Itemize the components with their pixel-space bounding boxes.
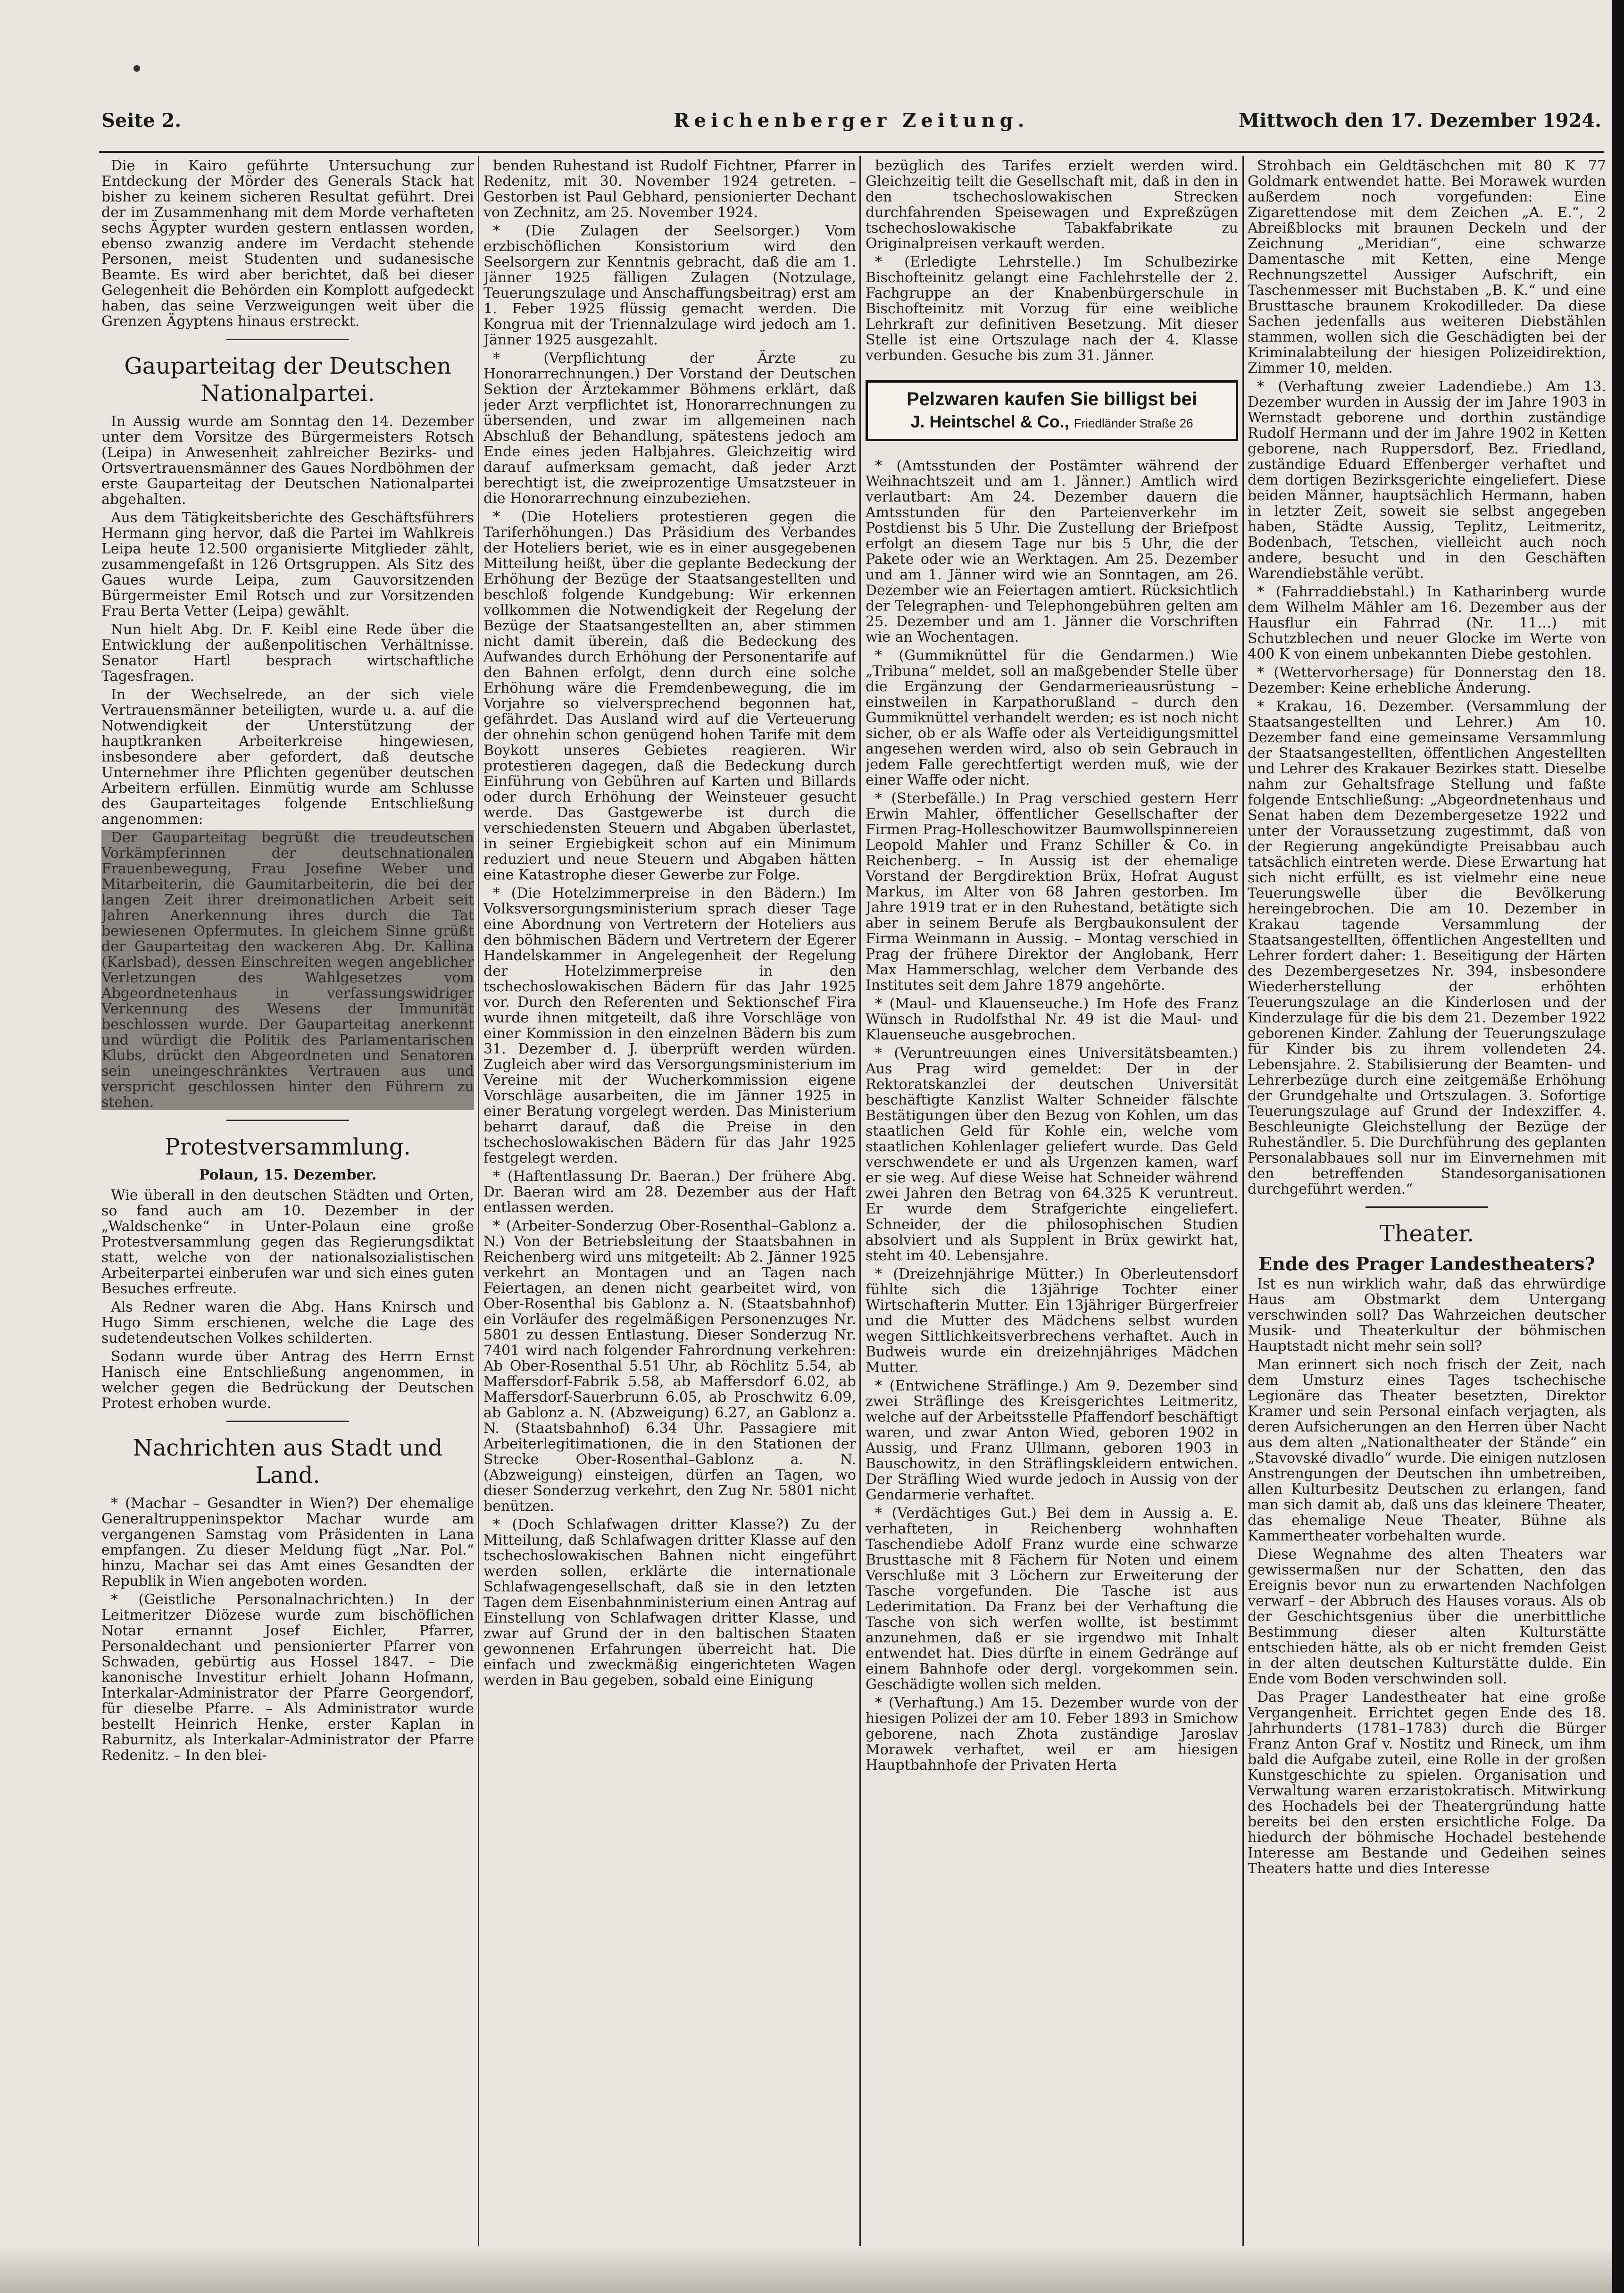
column-divider <box>478 156 479 2269</box>
subheadline-landestheater: Ende des Prager Landestheaters? <box>1258 1253 1595 1274</box>
article-text: Aus dem Tätigkeitsberichte des Geschäftsführers Hermann ging hervor, daß die Partei im Wahlkreis Leipa heute 12.500 organisierte Mitglieder zählt, zusammengefaßt in 126 Ortsgruppen. Als Sitz des Gaues wurde Leipa, zum Gauvorsitzenden Bürgermeister Emil Rotsch und zur Vorsitzenden Frau Berta Vetter (Leipa) gewählt. <box>101 510 474 619</box>
news-item: * (Die Zulagen der Seelsorger.) Vom erzbischöflichen Konsistorium wird den Seelsorgern zur Kenntnis gebracht, daß die am 1. Jänner 1925 fälligen Zulagen (Notzulage, Teuerungszulage und Anschaffungsbeitrag) erst am 1. Feber 1925 flüssig gemacht werden. Die Kongrua mit der Triennalzulage wird jedoch am 1. Jänner 1925 ausgezahlt. <box>483 223 856 348</box>
article-text: Das Prager Landestheater hat eine große Vergangenheit. Errichtet gegen Ende des 18. Jahrhunderts (1781–1783) durch die Bürger Franz Anton Graf v. Nostitz und Rineck, um ihm bald die Aufgabe zuteil, eine Rolle in der großen Kunstgeschichte zu spielen. Organisation und Verwaltung waren erzaristokratisch. Mitwirkung des Hochadels bei der Theatergründung hatte bereits bei den ersten ersichtliche Folge. Da hiedurch der böhmische Hochadel bestehende Interesse am Bestande und Gedeihen seines Theaters hatte und dies Interesse <box>1248 1689 1606 1877</box>
news-item: * (Die Hotelzimmerpreise in den Bädern.) Im Volksversorgungsministerium sprach dieser Tage eine Abordnung von Vertretern der Hoteliers aus den böhmischen Bädern und Vertretern der Egerer Handelskammer in Angelegenheit der Regelung der Hotelzimmerpreise in den tschechoslowakischen Bädern für das Jahr 1925 vor. Durch den Referenten und Sektionschef Fira wurde ihnen mitgeteilt, daß ihre Vorschläge von einer Kommission in den einzelnen Bädern bis zum 31. Dezember d. J. überprüft werden würden. Zugleich aber wird das Versorgungsministerium im Vereine mit der Wucherkommission eigene Vorschläge ausarbeiten, die im Jänner 1925 in einer Beratung vorgelegt werden. Das Ministerium beharrt darauf, daß die Preise in den tschechoslowakischen Bädern für das Jahr 1925 festgelegt werden. <box>483 885 856 1166</box>
ad-headline: Pelzwaren kaufen Sie billigst bei <box>907 389 1197 410</box>
article-text: In Aussig wurde am Sonntag den 14. Dezember unter dem Vorsitze des Bürgermeisters Rotsch (Leipa) in Anwesenheit zahlreicher Bezirks- und Ortsvertrauensmänner des Gaues Nordböhmen der erste Gauparteitag der Deutschen Nationalpartei abgehalten. <box>101 413 474 508</box>
section-rule <box>226 1120 349 1121</box>
article-text: Ist es nun wirklich wahr, daß das ehrwürdige Haus am Obstmarkt dem Untergang verschwinden soll? Das Wahrzeichen deutscher Musik- und Theaterkultur der böhmischen Hauptstadt nicht mehr sein soll? <box>1248 1276 1606 1355</box>
header-rule <box>99 151 1604 153</box>
news-item: * Krakau, 16. Dezember. (Versammlung der Staatsangestellten und Lehrer.) Am 10. Dezember fand eine gemeinsame Versammlung der Staatsangestellten, öffentlichen Angestellten und Lehrer des Krakauer Bezirkes statt. Dieselbe nahm zur Gehaltsfrage Stellung und faßte folgende Entschließung: „Abgeordnetenhaus und Senat haben dem Dezembergesetze 1922 und unter der Voraussetzung zugestimmt, daß von der Regierung angekündigte Preisabbau auch tatsächlich eintreten werde. Diese Erwartung hat sich nicht erfüllt, es ist vielmehr eine neue Teuerungswelle über die Bevölkerung hereingebrochen. Die am 10. Dezember in Krakau tagende Versammlung der Staatsangestellten, öffentlichen Angestellten und Lehrer fordert daher: 1. Beseitigung der Härten des Dezembergesetzes Nr. 394, insbesondere Wiederherstellung der erhöhten Teuerungszulage an die Kinderlosen und der Kinderzulage für die bis dem 21. Dezember 1922 geborenen Kinder. Zahlung der Teuerungszulage für Kinder bis zu ihrem vollendeten 24. Lebensjahre. 2. Stabilisierung der Beamten- und Lehrerbezüge durch eine zeitgemäße Erhöhung der Grundgehalte und Ortszulagen. 3. Sofortige Teuerungszulage auf Grund der Indexziffer. 4. Beschleunigte Gleichstellung der Bezüge der Ruheständler. 5. Die Durchführung des geplanten Personalabbaues soll nur im Einvernehmen mit den betreffenden Standesorganisationen durchgeführt werden.“ <box>1248 698 1606 1197</box>
news-item: Strohbach ein Geldtäschchen mit 80 K 77 Goldmark entwendet hatte. Bei Morawek wurden außerdem noch vorgefunden: Eine Zigarettendose mit dem Zeichen „A. E.“, 2 Abreißblocks mit braunen Deckeln und der Zeichnung „Meridian“, eine schwarze Damentasche mit Ketten, eine Menge Rechnungszettel Aussiger Aufschrift, ein Taschenmesser mit Buchstaben „B. K.“ und eine Brusttasche braunem Krokodilleder. Da diese Sachen jedenfalls aus weiteren Diebstählen stammen, wollen sich die Geschädigten bei der Kriminalabteilung der hiesigen Polizeidirektion, Zimmer 10, melden. <box>1248 158 1606 377</box>
ad-company <box>874 411 1229 434</box>
smudged-resolution-text: Der Gauparteitag begrüßt die treudeutschen Vorkämpferinnen der deutschnationalen Frauenbewegung, Frau Josefine Weber und Mitarbeiterin, die Gaumitarbeiterin, die bei der langen Zeit ihrer dreimonatlichen Arbeit seit Jahren Anerkennung ihres durch die Tat bewiesenen Opfermutes. In gleichem Sinne grüßt der Gauparteitag den wackeren Abg. Dr. Kallina (Karlsbad), dessen Einschreiten wegen angeblicher Verletzungen des Wahlgesetzes vom Abgeordnetenhaus in verfassungswidriger Verkennung des Wesens der Immunität beschlossen wurde. Der Gauparteitag anerkennt und würdigt die Politik des Parlamentarischen Klubs, drückt den Abgeordneten und Senatoren sein uneingeschränktes Vertrauen aus und verspricht geschlossen hinter den Führern zu stehen. <box>101 829 474 1111</box>
column-1 <box>101 158 474 2272</box>
news-item: * (Gummiknüttel für die Gendarmen.) Wie „Tribuna“ meldet, soll an maßgebender Stelle über die Ergänzung der Gendarmerieausrüstung – einstweilen in Karpathorußland – durch den Gummiknüttel verhandelt werden; es ist noch nicht sicher, ob er als Waffe oder als Verteidigungsmittel angesehen werden wird, also ob sein Gebrauch in jedem Falle gerechtfertigt werden muß, wie der einer Waffe oder nicht. <box>866 647 1238 788</box>
article-text: In der Wechselrede, an der sich viele Vertrauensmänner beteiligten, wurde u. a. auf die Notwendigkeit der Unterstützung der hauptkranken Arbeiterkreise hingewiesen, insbesondere aber gefordert, daß deutsche Unternehmer ihre Pflichten gegenüber deutschen Arbeitern erfüllen. Einmütig wurde am Schlusse des Gauparteitages folgende Entschließung angenommen: <box>101 686 474 828</box>
news-item: * (Geistliche Personalnachrichten.) In der Leitmeritzer Diözese wurde zum bischöflichen Notar ernannt Josef Eichler, Pfarrer, Personaldechant und pensionierter Pfarrer von Schwaden, gebürtig aus Hossel 1847. – Die kanonische Investitur erhielt Johann Hofmann, Interkalar-Administrator der Pfarre Georgendorf, für dieselbe Pfarre. – Als Administrator wurde bestellt Heinrich Henke, erster Kaplan in Raburnitz, als Interkalar-Administrator der Pfarre Redenitz. – In den blei- <box>101 1591 474 1764</box>
news-item: * (Maul- und Klauenseuche.) Im Hofe des Franz Wünsch in Rudolfsthal Nr. 49 ist die Maul- und Klauenseuche ausgebrochen. <box>866 996 1238 1043</box>
news-item: * (Sterbefälle.) In Prag verschied gestern Herr Erwin Mahler, öffentlicher Gesellschafter der Firmen Prag-Holleschowitzer Baumwollspinnereien Leopold Mahler und Franz Schiller & Co. in Reichenberg. – In Aussig ist der ehemalige Vorstand der Bergdirektion Brüx, Hofrat August Markus, im Alter von 68 Jahren gestorben. Im Jahre 1919 trat er in den Ruhestand, betätigte sich aber in seinem Berufe als Bergbaukonsulent der Firma Weinmann in Aussig. – Montag verschied in Prag der frühere Direktor der Anglobank, Herr Max Hammerschlag, welcher dem Verbande des Institutes seit dem Jahre 1879 angehörte. <box>866 790 1238 994</box>
news-item: * (Wettervorhersage) für Donnerstag den 18. Dezember: Keine erhebliche Änderung. <box>1248 664 1606 696</box>
newspaper-title: Reichenberger Zeitung. <box>674 109 1029 132</box>
article-text: Die in Kairo geführte Untersuchung zur Entdeckung der Mörder des Generals Stack hat bisher zu keinem sicheren Resultat geführt. Drei der im Zusammenhang mit dem Morde verhafteten sechs Ägypter wurden gestern entlassen worden, ebenso zwanzig andere im Verdacht stehende Personen, meist Studenten und sudanesische Beamte. Es wird aber berichtet, daß bei dieser Gelegenheit die Behörden ein Komplott aufgedeckt haben, das seine Verzweigungen weit über die Grenzen Ägyptens hinaus erstreckt. <box>101 158 474 330</box>
scan-edge <box>1612 0 1624 2293</box>
section-rule <box>1366 1206 1488 1208</box>
news-item: * (Verhaftung zweier Ladendiebe.) Am 13. Dezember wurden in Aussig der im Jahre 1903 in Wernstadt geborene und dorthin zuständige Rudolf Hermann und der im Jahre 1902 in Ketten geborene, nach Ruppersdorf, Bez. Friedland, zuständige Eduard Effenberger verhaftet und dem dortigen Bezirksgerichte eingeliefert. Diese beiden Männer, hauptsächlich Hermann, haben in letzter Zeit, soweit sie selbst angegeben haben, Städte Aussig, Teplitz, Leitmeritz, Bodenbach, Tetschen, vielleicht auch noch andere, besucht und in den Geschäften Warendiebstähle verübt. <box>1248 378 1606 582</box>
article-text: Man erinnert sich noch frisch der Zeit, nach dem Umsturz eines Tages tschechische Legionäre das Theater besetzten, Direktor Kramer und sein Personal einfach verjagten, als deren Aufsicherungen an den Herren über Nacht aus dem alten „Nationaltheater der Stände“ ein „Stavovské divadlo“ wurde. Die einigen nutzlosen Anstrengungen der Deutschen ihn umbetreiben, allen Kulturbesitz Deutschen zu erlangen, fand man sich damit ab, daß uns das kleinere Theater, das ehemalige Neue Theater, Bühne als Kammertheater vorbehalten wurde. <box>1248 1356 1606 1544</box>
page-number: Seite 2. <box>101 109 182 132</box>
headline-theater: Theater. <box>1379 1221 1474 1247</box>
news-item: * (Arbeiter-Sonderzug Ober-Rosenthal–Gablonz a. N.) Von der Betriebsleitung der Staatsbahnen in Reichenberg wird uns mitgeteilt: Ab 2. Jänner 1925 verkehrt an Montagen und an Tagen nach Feiertagen, an denen nicht gearbeitet wird, von Ober-Rosenthal bis Gablonz a. N. (Staatsbahnhof) ein Vorläufer des regelmäßigen Personenzuges Nr. 5801 zu dessen Entlastung. Dieser Sonderzug Nr. 7401 wird nach folgender Fahrordnung verkehren: Ab Ober-Rosenthal 5.51 Uhr, ab Röchlitz 5.54, ab Maffersdorf-Fabrik 5.58, ab Maffersdorf 6.02, ab Maffersdorf-Sauerbrunn 6.05, ab Proschwitz 6.09, ab Gablonz a. N. (Abzweigung) 6.27, an Gablonz a. N. (Staatsbahnhof) 6.34 Uhr. Passagiere mit Arbeiterlegitimationen, die in den Stationen der Strecke Ober-Rosenthal–Gablonz a. N. (Abzweigung) einsteigen, dürfen an Tagen, wo dieser Sonderzug verkehrt, den Zug Nr. 5801 nicht benützen. <box>483 1218 856 1515</box>
headline-protestversammlung: Protestversammlung. <box>165 1134 411 1160</box>
news-item: benden Ruhestand ist Rudolf Fichtner, Pfarrer in Redenitz, mit 30. November 1924 getreten. – Gestorben ist Paul Gebhard, pensionierter Dechant von Zechnitz, am 25. November 1924. <box>483 158 856 221</box>
article-text: Diese Wegnahme des alten Theaters war gewissermaßen nur der Schatten, den das Ereignis bevor nun zu erwartenden Nachfolgen verwarf – der Abbruch des Hauses voraus. Als ob der Geschichtsgenius über die unerbittliche Bestimmung dieser alten Kulturstätte entschieden hätte, als ob er nicht fremden Geist in der alten deutschen Kulturstätte dulde. Ein Ende vom Boden verschwinden soll. <box>1248 1546 1606 1687</box>
section-rule <box>226 339 349 340</box>
news-item: * (Machar – Gesandter in Wien?) Der ehemalige Generaltruppeninspektor Machar wurde am vergangenen Samstag vom Präsidenten in Lana empfangen. Zu dieser Meldung fügt „Nar. Pol.“ hinzu, Machar sei das Amt eines Gesandten der Republik in Wien angeboten worden. <box>101 1495 474 1590</box>
news-item: * (Fahrraddiebstahl.) In Katharinberg wurde dem Wilhelm Mähler am 16. Dezember aus der Hausflur ein Fahrrad (Nr. 11…) mit Schutzblechen und neuer Glocke im Werte von 400 K von einem unbekannten Diebe gestohlen. <box>1248 584 1606 662</box>
news-item: * (Entwichene Sträflinge.) Am 9. Dezember sind zwei Sträflinge des Kreisgerichtes Leitmeritz, welche auf der Arbeitsstelle Pfaffendorf beschäftigt waren, und zwar Anton Wied, geboren 1902 in Aussig, und Franz Ullmann, geboren 1903 in Bauschowitz, in den Sträflingskleidern entwichen. Der Sträfling Wied wurde jedoch in Aussig von der Gendarmerie verhaftet. <box>866 1378 1238 1503</box>
news-item: * (Verhaftung.) Am 15. Dezember wurde von der hiesigen Polizei der am 10. Feber 1893 in Smichow geborene, nach Zhota zuständige Jaroslav Morawek verhaftet, weil er am hiesigen Hauptbahnhofe der Privaten Herta <box>866 1695 1238 1774</box>
article-text: Sodann wurde über Antrag des Herrn Ernst Hanisch eine Entschließung angenommen, in welcher gegen die Bedrückung der Deutschen Protest erhoben wurde. <box>101 1348 474 1412</box>
news-item: * (Verpflichtung der Ärzte zu Honorarrechnungen.) Der Vorstand der Deutschen Sektion der Ärztekammer Böhmens erklärt, daß jeder Arzt verpflichtet ist, Honorarrechnungen zu übersenden, und zwar im allgemeinen nach Abschluß der Behandlung, spätestens jedoch am Ende eines jeden Halbjahres. Gleichzeitig wird darauf aufmerksam gemacht, daß jeder Arzt berechtigt ist, die zweiprozentige Umsatzsteuer in die Honorarrechnung einzubeziehen. <box>483 350 856 507</box>
column-divider <box>859 156 861 2269</box>
news-item: * (Erledigte Lehrstelle.) Im Schulbezirke Bischofteinitz gelangt eine Fachlehrstelle der 2. Fachgruppe an der Knabenbürgerschule in Bischofteinitz mit Vorzug für eine weibliche Lehrkraft zur definitiven Besetzung. Mit dieser Stelle ist eine Ortszulage nach der 4. Klasse verbunden. Gesuche bis zum 31. Jänner. <box>866 254 1238 364</box>
page-header <box>101 109 1601 142</box>
column-3 <box>866 158 1238 2272</box>
column-divider <box>1242 156 1244 2269</box>
news-item: * (Dreizehnjährige Mütter.) In Oberleutensdorf fühlte sich die 13jährige Tochter einer Wirtschafterin Mutter. Ein 13jähriger Bürgerfreier und die Mutter des Mädchens selbst wurden wegen Sittlichkeitsverbrechens verhaftet. Auch in Budweis wurde ein dreizehnjähriges Mädchen Mutter. <box>866 1266 1238 1376</box>
headline-gauparteitag: Gauparteitag der Deutschen Nationalpartei. <box>124 353 451 407</box>
ink-speck <box>133 65 140 72</box>
issue-date: Mittwoch den 17. Dezember 1924. <box>1238 109 1601 132</box>
fur-shop-advertisement <box>866 380 1238 441</box>
page-bottom-shadow <box>0 2246 1624 2293</box>
news-item: bezüglich des Tarifes erzielt werden wird. Gleichzeitig teilt die Gesellschaft mit, daß in den in den tschechoslowakischen Strecken durchfahrenden Speisewagen und Expreßzügen tschechoslowakische Tabakfabrikate zu Originalpreisen verkauft werden. <box>866 158 1238 252</box>
dateline: Polaun, 15. Dezember. <box>199 1167 377 1183</box>
news-item: * (Veruntreuungen eines Universitätsbeamten.) Aus Prag wird gemeldet: Der in der Rektoratskanzlei der deutschen Universität beschäftigte Kanzlist Walter Schneider fälschte Bestätigungen über den Bezug von Kohlen, um das staatlichen Geld für Kohle ein, welche vom staatlichen Kohlenlager geliefert wurde. Das Geld verschwendete er und als Urgenzen kamen, warf er sie weg. Auf diese Weise hat Schneider während zwei Jahren den Betrag von 64.325 K veruntreut. Er wurde dem Strafgerichte eingeliefert. Schneider, der die philosophischen Studien absolviert und als Supplent in Brüx gewirkt hat, steht im 40. Lebensjahre. <box>866 1045 1238 1264</box>
ad-address: Friedländer Straße 26 <box>1074 416 1193 430</box>
article-text: Nun hielt Abg. Dr. F. Keibl eine Rede über die Entwicklung der außenpolitischen Verhältnisse. Senator Hartl besprach wirtschaftliche Tagesfragen. <box>101 621 474 685</box>
headline-nachrichten: Nachrichten aus Stadt und Land. <box>133 1435 443 1489</box>
news-item: * (Haftentlassung Dr. Baeran.) Der frühere Abg. Dr. Baeran wird am 28. Dezember aus der Haft entlassen werden. <box>483 1168 856 1216</box>
news-item: * (Verdächtiges Gut.) Bei dem in Aussig a. E. verhafteten, in Reichenberg wohnhaften Taschendiebe Adolf Franz wurde eine schwarze Brusttasche mit 8 Fächern für Noten und einem Verschluße mit 3 Löchern zur Erweiterung der Tasche vorgefunden. Die Tasche ist aus Lederimitation. Da Franz bei der Verhaftung die Tasche von sich werfen wollte, ist bestimmt anzunehmen, daß er sie irgendwo mit Inhalt entwendet hat. Dies dürfte in einem Gedränge auf einem Bahnhofe oder dergl. vorgekommen sein. Geschädigte wollen sich melden. <box>866 1505 1238 1693</box>
article-text: Als Redner waren die Abg. Hans Knirsch und Hugo Simm erschienen, welche die Lage des sudetendeutschen Volkes schilderten. <box>101 1299 474 1347</box>
section-rule <box>226 1421 349 1422</box>
news-item: * (Die Hoteliers protestieren gegen die Tariferhöhungen.) Das Präsidium des Verbandes der Hoteliers beriet, wie es in einer ausgegebenen Mitteilung heißt, über die geplante Bedeckung der Erhöhung der Bezüge der Staatsangestellten und beschloß folgende Kundgebung: Wir erkennen vollkommen die Notwendigkeit der Regelung der Bezüge der Staatsangestellten an, aber stimmen nicht damit überein, daß die Bedeckung des Aufwandes durch Erhöhung der Personentarife auf den Bahnen erfolgt, denn durch eine solche Erhöhung wäre die Fremdenbewegung, die im Vorjahre so vielversprechend begonnen hat, gefährdet. Das Ausland wird auf die Verteuerung der ohnehin schon genügend hohen Tarife mit dem Boykott unseres Gebietes reagieren. Wir protestieren dagegen, daß die Bedeckung durch Einführung von Gebühren auf Karten und Billards oder durch Erhöhung der Weinsteuer gesucht werde. Das Gastgewerbe ist durch die verschiedensten Steuern und Abgaben überlastet, in seiner Ergiebigkeit schon auf ein Minimum reduziert und neue Steuern und Abgaben hätten eine Katastrophe dieser Gewerbe zur Folge. <box>483 509 856 883</box>
column-4 <box>1248 158 1606 2272</box>
news-item: * (Doch Schlafwagen dritter Klasse?) Zu der Mitteilung, daß Schlafwagen dritter Klasse auf den tschechoslowakischen Bahnen nicht eingeführt werden sollen, erklärte die internationale Schlafwagengesellschaft, daß sie in den letzten Tagen dem Eisenbahnministerium einen Antrag auf Einstellung von Schlafwagen dritter Klasse, und zwar auf Grund der in den baltischen Staaten gewonnenen Erfahrungen überreicht hat. Die einfach und zweckmäßig eingerichteten Wagen werden in Bau gegeben, sobald eine Einigung <box>483 1516 856 1689</box>
article-text: Wie überall in den deutschen Städten und Orten, so fand auch am 10. Dezember in der „Waldschenke“ in Unter-Polaun eine große Protestversammlung gegen das Regierungsdiktat statt, welche von der nationalsozialistischen Arbeiterpartei einberufen war und sich eines guten Besuches erfreute. <box>101 1187 474 1297</box>
ad-company-name: J. Heintschel & Co., <box>910 412 1069 431</box>
news-item: * (Amtsstunden der Postämter während der Weihnachtszeit und am 1. Jänner.) Amtlich wird verlautbart: Am 24. Dezember dauern die Amtsstunden für den Parteienverkehr im Postdienst bis 5 Uhr. Die Zustellung der Briefpost erfolgt an diesem Tage nur bis 5 Uhr, die der Pakete oder wie an Werktagen. Am 25. Dezember und am 1. Jänner wird wie an Sonntagen, am 26. Dezember wie an Feiertagen amtiert. Rücksichtlich der Telegraphen- und Telephongebühren gelten am 25. Dezember und am 1. Jänner die Vorschriften wie an Wochentagen. <box>866 458 1238 645</box>
column-2 <box>483 158 856 2272</box>
